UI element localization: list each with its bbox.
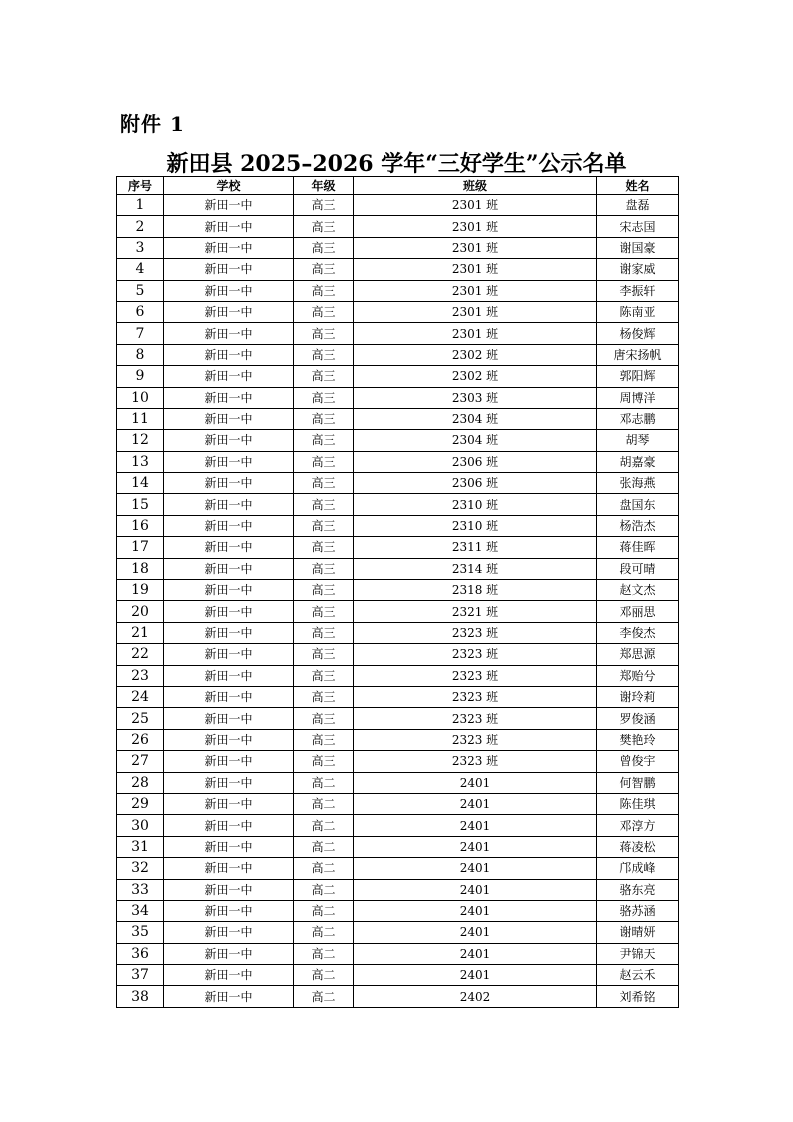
cell-name: 邓志鹏 bbox=[597, 408, 679, 429]
cell-index: 33 bbox=[117, 879, 164, 900]
cell-school: 新田一中 bbox=[164, 622, 294, 643]
cell-class: 2321 班 bbox=[354, 601, 597, 622]
cell-index: 14 bbox=[117, 473, 164, 494]
cell-class: 2310 班 bbox=[354, 494, 597, 515]
cell-school: 新田一中 bbox=[164, 473, 294, 494]
cell-index: 8 bbox=[117, 344, 164, 365]
cell-index: 16 bbox=[117, 515, 164, 536]
cell-name: 骆东亮 bbox=[597, 879, 679, 900]
cell-school: 新田一中 bbox=[164, 644, 294, 665]
cell-grade: 高三 bbox=[294, 558, 354, 579]
cell-name: 蒋佳晖 bbox=[597, 537, 679, 558]
cell-grade: 高三 bbox=[294, 729, 354, 750]
cell-class: 2401 bbox=[354, 943, 597, 964]
cell-index: 29 bbox=[117, 793, 164, 814]
cell-class: 2301 班 bbox=[354, 237, 597, 258]
header-index: 序号 bbox=[117, 177, 164, 195]
cell-class: 2314 班 bbox=[354, 558, 597, 579]
cell-school: 新田一中 bbox=[164, 879, 294, 900]
cell-school: 新田一中 bbox=[164, 558, 294, 579]
cell-name: 邓丽思 bbox=[597, 601, 679, 622]
cell-name: 谢玲莉 bbox=[597, 686, 679, 707]
cell-grade: 高二 bbox=[294, 943, 354, 964]
cell-name: 谢晴妍 bbox=[597, 922, 679, 943]
cell-school: 新田一中 bbox=[164, 580, 294, 601]
table-row bbox=[117, 301, 679, 322]
cell-school: 新田一中 bbox=[164, 900, 294, 921]
cell-school: 新田一中 bbox=[164, 836, 294, 857]
cell-school: 新田一中 bbox=[164, 665, 294, 686]
cell-school: 新田一中 bbox=[164, 943, 294, 964]
cell-name: 胡嘉豪 bbox=[597, 451, 679, 472]
table-row bbox=[117, 708, 679, 729]
table-row bbox=[117, 601, 679, 622]
cell-class: 2402 bbox=[354, 986, 597, 1007]
cell-school: 新田一中 bbox=[164, 280, 294, 301]
cell-name: 李俊杰 bbox=[597, 622, 679, 643]
cell-grade: 高三 bbox=[294, 237, 354, 258]
table-row bbox=[117, 515, 679, 536]
cell-grade: 高三 bbox=[294, 344, 354, 365]
cell-name: 唐宋扬帆 bbox=[597, 344, 679, 365]
cell-name: 罗俊涵 bbox=[597, 708, 679, 729]
cell-name: 蒋凌松 bbox=[597, 836, 679, 857]
cell-index: 34 bbox=[117, 900, 164, 921]
cell-index: 3 bbox=[117, 237, 164, 258]
cell-class: 2401 bbox=[354, 793, 597, 814]
cell-name: 邓淳方 bbox=[597, 815, 679, 836]
cell-name: 邝成峰 bbox=[597, 858, 679, 879]
cell-grade: 高三 bbox=[294, 515, 354, 536]
cell-school: 新田一中 bbox=[164, 323, 294, 344]
cell-class: 2401 bbox=[354, 836, 597, 857]
cell-grade: 高二 bbox=[294, 922, 354, 943]
cell-school: 新田一中 bbox=[164, 858, 294, 879]
cell-grade: 高三 bbox=[294, 644, 354, 665]
cell-class: 2401 bbox=[354, 965, 597, 986]
cell-index: 21 bbox=[117, 622, 164, 643]
table-row bbox=[117, 216, 679, 237]
cell-class: 2306 班 bbox=[354, 451, 597, 472]
table-row bbox=[117, 195, 679, 216]
cell-school: 新田一中 bbox=[164, 301, 294, 322]
cell-index: 15 bbox=[117, 494, 164, 515]
cell-grade: 高三 bbox=[294, 387, 354, 408]
cell-grade: 高三 bbox=[294, 708, 354, 729]
cell-school: 新田一中 bbox=[164, 793, 294, 814]
cell-class: 2323 班 bbox=[354, 644, 597, 665]
table-row bbox=[117, 558, 679, 579]
cell-name: 谢家威 bbox=[597, 259, 679, 280]
cell-grade: 高二 bbox=[294, 815, 354, 836]
table-row bbox=[117, 494, 679, 515]
cell-class: 2401 bbox=[354, 858, 597, 879]
cell-class: 2301 班 bbox=[354, 323, 597, 344]
table-row bbox=[117, 580, 679, 601]
table-row bbox=[117, 622, 679, 643]
cell-grade: 高三 bbox=[294, 686, 354, 707]
cell-class: 2401 bbox=[354, 922, 597, 943]
table-row bbox=[117, 836, 679, 857]
header-name: 姓名 bbox=[597, 177, 679, 195]
table-row bbox=[117, 772, 679, 793]
table-row bbox=[117, 430, 679, 451]
cell-index: 17 bbox=[117, 537, 164, 558]
header-class: 班级 bbox=[354, 177, 597, 195]
table-row bbox=[117, 900, 679, 921]
cell-school: 新田一中 bbox=[164, 344, 294, 365]
cell-name: 周博洋 bbox=[597, 387, 679, 408]
cell-index: 25 bbox=[117, 708, 164, 729]
cell-name: 樊艳玲 bbox=[597, 729, 679, 750]
table-row bbox=[117, 751, 679, 772]
cell-school: 新田一中 bbox=[164, 772, 294, 793]
cell-grade: 高三 bbox=[294, 473, 354, 494]
cell-class: 2301 班 bbox=[354, 301, 597, 322]
cell-index: 36 bbox=[117, 943, 164, 964]
cell-index: 5 bbox=[117, 280, 164, 301]
table-row bbox=[117, 387, 679, 408]
cell-index: 30 bbox=[117, 815, 164, 836]
cell-school: 新田一中 bbox=[164, 729, 294, 750]
cell-grade: 高二 bbox=[294, 900, 354, 921]
cell-school: 新田一中 bbox=[164, 686, 294, 707]
cell-class: 2301 班 bbox=[354, 259, 597, 280]
cell-index: 27 bbox=[117, 751, 164, 772]
cell-index: 28 bbox=[117, 772, 164, 793]
cell-index: 1 bbox=[117, 195, 164, 216]
table-row bbox=[117, 793, 679, 814]
cell-name: 张海燕 bbox=[597, 473, 679, 494]
cell-school: 新田一中 bbox=[164, 259, 294, 280]
cell-school: 新田一中 bbox=[164, 751, 294, 772]
cell-class: 2323 班 bbox=[354, 751, 597, 772]
cell-school: 新田一中 bbox=[164, 216, 294, 237]
cell-index: 4 bbox=[117, 259, 164, 280]
cell-class: 2306 班 bbox=[354, 473, 597, 494]
cell-name: 陈南亚 bbox=[597, 301, 679, 322]
cell-school: 新田一中 bbox=[164, 366, 294, 387]
cell-index: 10 bbox=[117, 387, 164, 408]
table-row bbox=[117, 237, 679, 258]
cell-school: 新田一中 bbox=[164, 986, 294, 1007]
cell-class: 2301 班 bbox=[354, 216, 597, 237]
cell-class: 2401 bbox=[354, 879, 597, 900]
cell-class: 2301 班 bbox=[354, 195, 597, 216]
cell-name: 盘磊 bbox=[597, 195, 679, 216]
cell-grade: 高三 bbox=[294, 580, 354, 601]
cell-index: 35 bbox=[117, 922, 164, 943]
cell-index: 6 bbox=[117, 301, 164, 322]
cell-grade: 高三 bbox=[294, 301, 354, 322]
cell-grade: 高三 bbox=[294, 494, 354, 515]
cell-index: 31 bbox=[117, 836, 164, 857]
cell-grade: 高二 bbox=[294, 836, 354, 857]
cell-grade: 高三 bbox=[294, 537, 354, 558]
table-row bbox=[117, 986, 679, 1007]
cell-grade: 高二 bbox=[294, 879, 354, 900]
cell-index: 23 bbox=[117, 665, 164, 686]
cell-name: 郭阳辉 bbox=[597, 366, 679, 387]
cell-school: 新田一中 bbox=[164, 237, 294, 258]
cell-class: 2323 班 bbox=[354, 729, 597, 750]
cell-grade: 高三 bbox=[294, 751, 354, 772]
table-row bbox=[117, 965, 679, 986]
roster-table bbox=[116, 176, 679, 1008]
cell-grade: 高三 bbox=[294, 408, 354, 429]
cell-index: 20 bbox=[117, 601, 164, 622]
cell-school: 新田一中 bbox=[164, 815, 294, 836]
cell-grade: 高三 bbox=[294, 665, 354, 686]
table-row bbox=[117, 323, 679, 344]
cell-class: 2301 班 bbox=[354, 280, 597, 301]
cell-name: 陈佳琪 bbox=[597, 793, 679, 814]
cell-name: 郑思源 bbox=[597, 644, 679, 665]
table-row bbox=[117, 344, 679, 365]
cell-index: 22 bbox=[117, 644, 164, 665]
cell-name: 杨浩杰 bbox=[597, 515, 679, 536]
table-row bbox=[117, 665, 679, 686]
table-row bbox=[117, 259, 679, 280]
cell-name: 骆苏涵 bbox=[597, 900, 679, 921]
cell-grade: 高三 bbox=[294, 195, 354, 216]
table-row bbox=[117, 537, 679, 558]
cell-name: 刘希铭 bbox=[597, 986, 679, 1007]
cell-grade: 高三 bbox=[294, 216, 354, 237]
cell-grade: 高三 bbox=[294, 430, 354, 451]
cell-index: 2 bbox=[117, 216, 164, 237]
header-grade: 年级 bbox=[294, 177, 354, 195]
cell-grade: 高三 bbox=[294, 366, 354, 387]
cell-class: 2304 班 bbox=[354, 408, 597, 429]
table-row bbox=[117, 943, 679, 964]
header-school: 学校 bbox=[164, 177, 294, 195]
cell-class: 2310 班 bbox=[354, 515, 597, 536]
cell-name: 赵文杰 bbox=[597, 580, 679, 601]
header-row bbox=[117, 177, 679, 195]
cell-school: 新田一中 bbox=[164, 451, 294, 472]
cell-index: 37 bbox=[117, 965, 164, 986]
cell-index: 7 bbox=[117, 323, 164, 344]
table-row bbox=[117, 473, 679, 494]
cell-grade: 高三 bbox=[294, 622, 354, 643]
cell-grade: 高二 bbox=[294, 858, 354, 879]
table-row bbox=[117, 858, 679, 879]
cell-name: 杨俊辉 bbox=[597, 323, 679, 344]
cell-school: 新田一中 bbox=[164, 515, 294, 536]
table-row bbox=[117, 408, 679, 429]
cell-school: 新田一中 bbox=[164, 430, 294, 451]
cell-name: 宋志国 bbox=[597, 216, 679, 237]
cell-school: 新田一中 bbox=[164, 494, 294, 515]
cell-index: 32 bbox=[117, 858, 164, 879]
cell-name: 谢国豪 bbox=[597, 237, 679, 258]
cell-class: 2303 班 bbox=[354, 387, 597, 408]
table-row bbox=[117, 644, 679, 665]
cell-index: 19 bbox=[117, 580, 164, 601]
cell-school: 新田一中 bbox=[164, 537, 294, 558]
cell-index: 18 bbox=[117, 558, 164, 579]
table-row bbox=[117, 922, 679, 943]
cell-name: 李振轩 bbox=[597, 280, 679, 301]
cell-grade: 高三 bbox=[294, 259, 354, 280]
table-row bbox=[117, 451, 679, 472]
cell-class: 2401 bbox=[354, 900, 597, 921]
cell-name: 曾俊宇 bbox=[597, 751, 679, 772]
cell-class: 2311 班 bbox=[354, 537, 597, 558]
cell-class: 2318 班 bbox=[354, 580, 597, 601]
cell-class: 2302 班 bbox=[354, 366, 597, 387]
cell-grade: 高二 bbox=[294, 965, 354, 986]
roster-body bbox=[117, 195, 679, 1008]
cell-class: 2323 班 bbox=[354, 665, 597, 686]
cell-grade: 高二 bbox=[294, 772, 354, 793]
table-row bbox=[117, 366, 679, 387]
cell-name: 尹锦天 bbox=[597, 943, 679, 964]
cell-class: 2323 班 bbox=[354, 708, 597, 729]
table-row bbox=[117, 815, 679, 836]
cell-name: 郑贻兮 bbox=[597, 665, 679, 686]
cell-grade: 高三 bbox=[294, 280, 354, 301]
cell-index: 38 bbox=[117, 986, 164, 1007]
cell-class: 2304 班 bbox=[354, 430, 597, 451]
cell-index: 24 bbox=[117, 686, 164, 707]
cell-class: 2401 bbox=[354, 815, 597, 836]
cell-name: 何智鹏 bbox=[597, 772, 679, 793]
table-row bbox=[117, 280, 679, 301]
cell-name: 段可晴 bbox=[597, 558, 679, 579]
cell-school: 新田一中 bbox=[164, 601, 294, 622]
cell-index: 12 bbox=[117, 430, 164, 451]
cell-name: 胡琴 bbox=[597, 430, 679, 451]
cell-class: 2302 班 bbox=[354, 344, 597, 365]
cell-index: 26 bbox=[117, 729, 164, 750]
cell-school: 新田一中 bbox=[164, 708, 294, 729]
cell-class: 2401 bbox=[354, 772, 597, 793]
cell-school: 新田一中 bbox=[164, 965, 294, 986]
cell-school: 新田一中 bbox=[164, 387, 294, 408]
cell-grade: 高二 bbox=[294, 986, 354, 1007]
cell-index: 13 bbox=[117, 451, 164, 472]
cell-index: 9 bbox=[117, 366, 164, 387]
cell-index: 11 bbox=[117, 408, 164, 429]
cell-class: 2323 班 bbox=[354, 686, 597, 707]
table-row bbox=[117, 879, 679, 900]
table-row bbox=[117, 686, 679, 707]
cell-school: 新田一中 bbox=[164, 408, 294, 429]
cell-grade: 高三 bbox=[294, 323, 354, 344]
table-row bbox=[117, 729, 679, 750]
cell-school: 新田一中 bbox=[164, 922, 294, 943]
cell-class: 2323 班 bbox=[354, 622, 597, 643]
document-title: 新田县 2025–2026 学年“三好学生”公示名单 bbox=[166, 151, 627, 177]
attachment-label: 附件 1 bbox=[120, 112, 185, 136]
cell-school: 新田一中 bbox=[164, 195, 294, 216]
cell-grade: 高三 bbox=[294, 601, 354, 622]
cell-name: 盘国东 bbox=[597, 494, 679, 515]
cell-grade: 高三 bbox=[294, 451, 354, 472]
cell-name: 赵云禾 bbox=[597, 965, 679, 986]
cell-grade: 高二 bbox=[294, 793, 354, 814]
